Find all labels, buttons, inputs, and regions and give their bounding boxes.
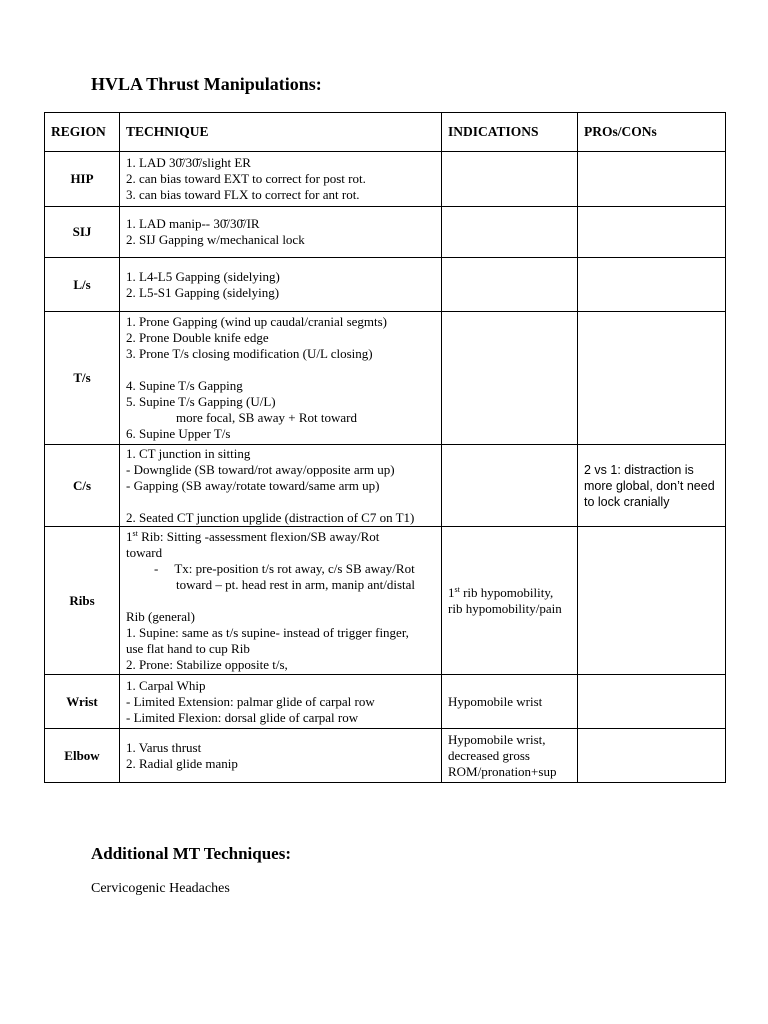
technique-line: 6. Supine Upper T/s bbox=[126, 426, 231, 441]
table-row bbox=[45, 312, 726, 445]
technique-line: 2. Prone Double knife edge bbox=[126, 330, 269, 345]
technique-line: - Downglide (SB toward/rot away/opposite arm up) bbox=[126, 461, 395, 477]
indications-cell bbox=[442, 675, 578, 729]
indications-line: Hypomobile wrist, bbox=[448, 731, 546, 747]
indications-cell bbox=[442, 258, 578, 312]
technique-text: Rib: Sitting -assessment flexion/SB away/Rot bbox=[141, 528, 380, 544]
technique-line: 1. L4-L5 Gapping (sidelying) bbox=[126, 268, 280, 284]
indications-line: decreased gross bbox=[448, 747, 530, 763]
technique-line: use flat hand to cup Rib bbox=[126, 640, 250, 656]
region-cell: SIJ bbox=[45, 207, 120, 258]
technique-line bbox=[126, 529, 435, 545]
region-cell: C/s bbox=[45, 445, 120, 527]
header-pros-cons: PROs/CONs bbox=[578, 113, 726, 152]
technique-line: Rib (general) bbox=[126, 608, 195, 624]
technique-line: 3. can bias toward FLX to correct for ant rot. bbox=[126, 187, 360, 202]
technique-cell bbox=[120, 527, 442, 675]
technique-line: 1. Supine: same as t/s supine- instead of trigger finger, bbox=[126, 624, 409, 640]
table-row bbox=[45, 445, 726, 527]
table-row bbox=[45, 207, 726, 258]
indications-line bbox=[448, 585, 571, 601]
hvla-table bbox=[44, 112, 726, 783]
table-header-row bbox=[45, 113, 726, 152]
technique-line: 2. Seated CT junction upglide (distraction of C7 on T1) bbox=[126, 509, 415, 525]
pros-cons-cell bbox=[578, 152, 726, 207]
technique-line: 2. L5-S1 Gapping (sidelying) bbox=[126, 284, 280, 300]
technique-line: 1. CT junction in sitting bbox=[126, 445, 251, 461]
region-cell: Elbow bbox=[45, 729, 120, 783]
region-cell: T/s bbox=[45, 312, 120, 445]
technique-cell bbox=[120, 729, 442, 783]
technique-line: 3. Prone T/s closing modification (U/L closing) bbox=[126, 346, 373, 361]
pros-cons-line: to lock cranially bbox=[584, 494, 670, 509]
technique-line: 1. LAD 30̆/30̆/slight ER bbox=[126, 155, 251, 170]
pros-cons-cell bbox=[578, 729, 726, 783]
technique-cell bbox=[120, 207, 442, 258]
technique-line: - Limited Flexion: dorsal glide of carpal row bbox=[126, 709, 359, 725]
technique-line: toward bbox=[126, 544, 163, 560]
technique-line: 5. Supine T/s Gapping (U/L) bbox=[126, 394, 276, 409]
technique-line: 1. Carpal Whip bbox=[126, 677, 206, 693]
indications-line: rib hypomobility/pain bbox=[448, 600, 562, 616]
table-row bbox=[45, 152, 726, 207]
technique-line: 1. LAD manip-- 30̆/30̆/IR bbox=[126, 216, 260, 231]
ordinal-suffix: st bbox=[454, 584, 460, 594]
technique-line: 2. can bias toward EXT to correct for post rot. bbox=[126, 171, 366, 186]
technique-cell bbox=[120, 258, 442, 312]
page-title: HVLA Thrust Manipulations: bbox=[91, 74, 322, 94]
technique-cell bbox=[120, 445, 442, 527]
indications-text: rib hypomobility, bbox=[463, 584, 554, 600]
technique-line bbox=[126, 362, 435, 378]
indications-cell bbox=[442, 527, 578, 675]
indications-cell bbox=[442, 729, 578, 783]
technique-line: - Gapping (SB away/rotate toward/same arm up) bbox=[126, 477, 380, 493]
header-technique: TECHNIQUE bbox=[120, 113, 442, 152]
pros-cons-cell bbox=[578, 527, 726, 675]
pros-cons-cell bbox=[578, 445, 726, 527]
header-region: REGION bbox=[45, 113, 120, 152]
indications-line: Hypomobile wrist bbox=[448, 693, 543, 709]
table-row bbox=[45, 675, 726, 729]
region-cell: Wrist bbox=[45, 675, 120, 729]
indications-cell bbox=[442, 152, 578, 207]
region-cell: Ribs bbox=[45, 527, 120, 675]
technique-text: Tx: pre-position t/s rot away, c/s SB away/Rot bbox=[174, 560, 415, 576]
pros-cons-cell bbox=[578, 258, 726, 312]
pros-cons-line: more global, don’t need bbox=[584, 478, 715, 493]
indications-cell bbox=[442, 445, 578, 527]
technique-line bbox=[126, 561, 435, 577]
region-cell: HIP bbox=[45, 152, 120, 207]
region-cell: L/s bbox=[45, 258, 120, 312]
technique-line: 2. SIJ Gapping w/mechanical lock bbox=[126, 232, 305, 247]
ordinal-suffix: st bbox=[132, 528, 138, 538]
pros-cons-cell bbox=[578, 207, 726, 258]
technique-line: 1. Prone Gapping (wind up caudal/cranial segmts) bbox=[126, 314, 388, 329]
technique-line: - Limited Extension: palmar glide of carpal row bbox=[126, 693, 375, 709]
technique-line: 2. Prone: Stabilize opposite t/s, bbox=[126, 656, 288, 672]
pros-cons-cell bbox=[578, 675, 726, 729]
pros-cons-cell bbox=[578, 312, 726, 445]
ordinal-number: 1 bbox=[126, 528, 133, 544]
technique-line: 4. Supine T/s Gapping bbox=[126, 378, 243, 393]
technique-cell bbox=[120, 675, 442, 729]
technique-line: more focal, SB away + Rot toward bbox=[176, 410, 357, 425]
table-row bbox=[45, 729, 726, 783]
table-row bbox=[45, 258, 726, 312]
indications-line: ROM/pronation+sup bbox=[448, 763, 557, 779]
header-indications: INDICATIONS bbox=[442, 113, 578, 152]
technique-cell bbox=[120, 152, 442, 207]
section-title: Additional MT Techniques: bbox=[91, 844, 291, 863]
technique-cell bbox=[120, 312, 442, 445]
pros-cons-line: 2 vs 1: distraction is bbox=[584, 462, 694, 477]
section-subtitle: Cervicogenic Headaches bbox=[91, 881, 230, 896]
technique-line: toward – pt. head rest in arm, manip ant/distal bbox=[176, 576, 415, 592]
technique-line bbox=[126, 494, 435, 510]
indications-cell bbox=[442, 312, 578, 445]
dash-bullet: - bbox=[154, 560, 159, 576]
indications-cell bbox=[442, 207, 578, 258]
technique-line: 2. Radial glide manip bbox=[126, 755, 238, 771]
technique-line: 1. Varus thrust bbox=[126, 739, 202, 755]
ordinal-number: 1 bbox=[448, 584, 455, 600]
table-row bbox=[45, 527, 726, 675]
technique-line bbox=[126, 593, 435, 609]
